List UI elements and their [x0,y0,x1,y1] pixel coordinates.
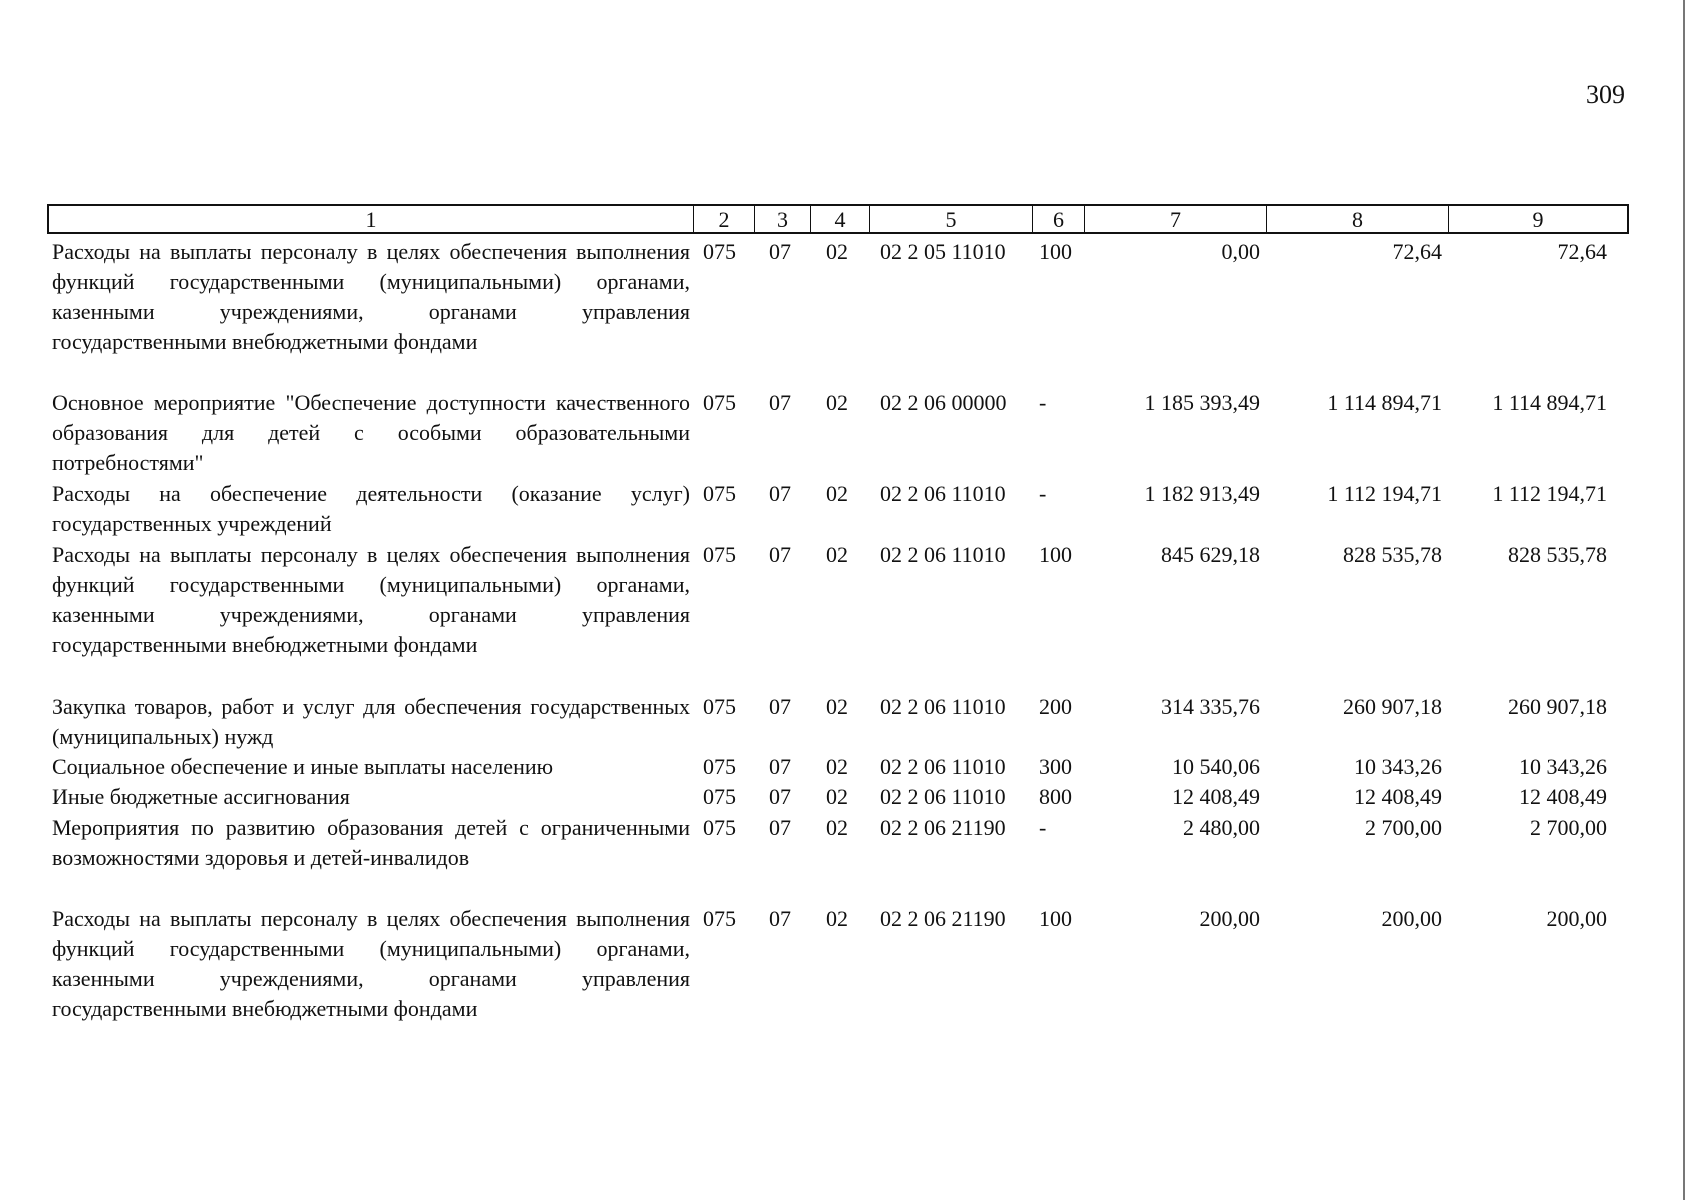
row-name: Закупка товаров, работ и услуг для обеспечения государственных (муниципальных) нужд [52,694,690,749]
row-admin-code: 075 [703,754,736,779]
row-amount-8: 10 343,26 [1354,754,1442,779]
row-section: 07 [769,390,791,415]
row-admin-code: 075 [703,239,736,264]
row-subsection: 02 [826,906,848,931]
header-col-2: 2 [694,206,755,232]
row-amount-7: 10 540,06 [1172,754,1260,779]
row-expense-type: 800 [1039,784,1072,809]
row-subsection: 02 [826,784,848,809]
row-target-article: 02 2 06 11010 [880,481,1006,506]
header-col-7: 7 [1085,206,1267,232]
row-amount-9: 1 112 194,71 [1492,481,1607,506]
row-amount-8: 1 112 194,71 [1327,481,1442,506]
header-col-8: 8 [1267,206,1449,232]
row-amount-9: 10 343,26 [1519,754,1607,779]
row-target-article: 02 2 06 00000 [880,390,1007,415]
row-expense-type: - [1039,481,1047,506]
row-amount-8: 200,00 [1381,906,1442,931]
row-expense-type: 100 [1039,906,1072,931]
row-amount-7: 2 480,00 [1183,815,1260,840]
row-subsection: 02 [826,694,848,719]
row-name: Социальное обеспечение и иные выплаты населению [52,754,554,779]
row-subsection: 02 [826,754,848,779]
row-target-article: 02 2 06 21190 [880,815,1006,840]
page-edge-line [1683,0,1685,1200]
row-amount-8: 72,64 [1392,239,1442,264]
row-expense-type: 100 [1039,542,1072,567]
row-section: 07 [769,784,791,809]
row-target-article: 02 2 06 11010 [880,542,1006,567]
row-name: Основное мероприятие "Обеспечение доступности качественного образования для детей с особыми образовательными потребностями" [52,390,690,475]
row-name: Расходы на выплаты персоналу в целях обеспечения выполнения функций государственными (муниципальными) органами, казенными учреждениями, органами управления государственными внебюджетными фондами [52,542,690,657]
row-target-article: 02 2 06 21190 [880,906,1006,931]
row-amount-8: 1 114 894,71 [1327,390,1442,415]
row-admin-code: 075 [703,694,736,719]
row-amount-7: 1 185 393,49 [1144,390,1260,415]
row-target-article: 02 2 06 11010 [880,784,1006,809]
row-section: 07 [769,542,791,567]
row-expense-type: 300 [1039,754,1072,779]
row-amount-7: 0,00 [1221,239,1260,264]
row-amount-9: 72,64 [1557,239,1607,264]
row-subsection: 02 [826,815,848,840]
row-amount-8: 828 535,78 [1343,542,1442,567]
header-col-1: 1 [49,206,694,232]
row-admin-code: 075 [703,542,736,567]
row-section: 07 [769,481,791,506]
header-col-6: 6 [1033,206,1085,232]
header-col-5: 5 [870,206,1033,232]
row-amount-9: 260 907,18 [1508,694,1607,719]
row-amount-9: 828 535,78 [1508,542,1607,567]
row-amount-8: 12 408,49 [1354,784,1442,809]
row-expense-type: 200 [1039,694,1072,719]
row-expense-type: 100 [1039,239,1072,264]
row-subsection: 02 [826,481,848,506]
row-subsection: 02 [826,390,848,415]
row-amount-9: 1 114 894,71 [1492,390,1607,415]
row-subsection: 02 [826,542,848,567]
header-col-9: 9 [1532,207,1544,232]
row-name: Расходы на выплаты персоналу в целях обеспечения выполнения функций государственными (муниципальными) органами, казенными учреждениями, органами управления государственными внебюджетными фондами [52,239,690,354]
row-admin-code: 075 [703,815,736,840]
row-admin-code: 075 [703,906,736,931]
row-admin-code: 075 [703,784,736,809]
row-section: 07 [769,239,791,264]
row-section: 07 [769,694,791,719]
row-name: Расходы на обеспечение деятельности (оказание услуг) государственных учреждений [52,481,690,536]
header-col-3: 3 [755,206,811,232]
row-amount-9: 2 700,00 [1530,815,1607,840]
row-target-article: 02 2 06 11010 [880,694,1006,719]
row-admin-code: 075 [703,390,736,415]
row-amount-7: 1 182 913,49 [1144,481,1260,506]
row-amount-7: 12 408,49 [1172,784,1260,809]
page-number: 309 [1586,80,1625,109]
table-header-row [47,204,1629,234]
row-expense-type: - [1039,815,1047,840]
row-target-article: 02 2 06 11010 [880,754,1006,779]
row-subsection: 02 [826,239,848,264]
row-target-article: 02 2 05 11010 [880,239,1006,264]
row-amount-7: 200,00 [1199,906,1260,931]
header-col-4: 4 [811,206,870,232]
row-amount-8: 2 700,00 [1365,815,1442,840]
row-name: Мероприятия по развитию образования детей с ограниченными возможностями здоровья и детей-инвалидов [52,815,690,870]
row-amount-7: 314 335,76 [1161,694,1260,719]
row-name: Расходы на выплаты персоналу в целях обеспечения выполнения функций государственными (муниципальными) органами, казенными учреждениями, органами управления государственными внебюджетными фондами [52,906,690,1021]
row-amount-9: 200,00 [1546,906,1607,931]
row-expense-type: - [1039,390,1047,415]
row-amount-7: 845 629,18 [1161,542,1260,567]
row-amount-9: 12 408,49 [1519,784,1607,809]
row-admin-code: 075 [703,481,736,506]
row-section: 07 [769,906,791,931]
row-section: 07 [769,815,791,840]
row-name: Иные бюджетные ассигнования [52,784,350,809]
row-amount-8: 260 907,18 [1343,694,1442,719]
row-section: 07 [769,754,791,779]
